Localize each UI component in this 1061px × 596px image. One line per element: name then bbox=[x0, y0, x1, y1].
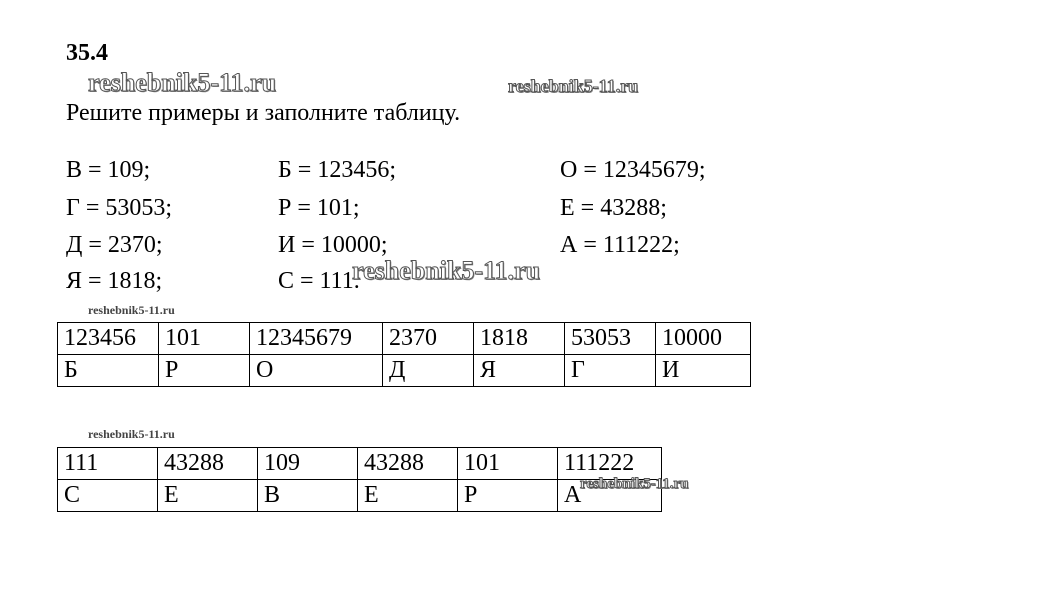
table-cell: А bbox=[558, 480, 662, 512]
instruction-text: Решите примеры и заполните таблицу. bbox=[66, 100, 461, 126]
answer-table-1 bbox=[57, 322, 751, 387]
table-cell: 111222 bbox=[558, 448, 662, 480]
equation: О = 12345679; bbox=[560, 157, 706, 183]
table-cell: С bbox=[58, 480, 158, 512]
equation: А = 111222; bbox=[560, 232, 680, 258]
table-cell: 43288 bbox=[358, 448, 458, 480]
equation: С = 111. bbox=[278, 268, 360, 294]
watermark: reshebnik5-11.ru bbox=[88, 68, 277, 97]
table-cell: И bbox=[656, 355, 751, 387]
table-cell: Д bbox=[383, 355, 474, 387]
table-cell: 123456 bbox=[58, 323, 159, 355]
table-cell: Б bbox=[58, 355, 159, 387]
table-row-letters bbox=[58, 355, 751, 387]
answer-table-2 bbox=[57, 447, 662, 512]
table-cell: В bbox=[258, 480, 358, 512]
problem-number: 35.4 bbox=[66, 40, 108, 66]
table-cell: 109 bbox=[258, 448, 358, 480]
table-cell: 53053 bbox=[565, 323, 656, 355]
table-cell: 101 bbox=[159, 323, 250, 355]
watermark: reshebnik5-11.ru bbox=[88, 303, 175, 317]
equation: Г = 53053; bbox=[66, 195, 173, 221]
table-cell: Е bbox=[358, 480, 458, 512]
table-cell: 2370 bbox=[383, 323, 474, 355]
watermark: reshebnik5-11.ru bbox=[508, 76, 639, 96]
equation: Р = 101; bbox=[278, 195, 360, 221]
table-cell: 1818 bbox=[474, 323, 565, 355]
equation: В = 109; bbox=[66, 157, 151, 183]
equation: Я = 1818; bbox=[66, 268, 163, 294]
table-cell: Я bbox=[474, 355, 565, 387]
table-cell: 111 bbox=[58, 448, 158, 480]
equation: Б = 123456; bbox=[278, 157, 396, 183]
watermark: reshebnik5-11.ru bbox=[88, 427, 175, 441]
table-cell: 10000 bbox=[656, 323, 751, 355]
table-cell: Г bbox=[565, 355, 656, 387]
table-cell: 101 bbox=[458, 448, 558, 480]
table-cell: Р bbox=[159, 355, 250, 387]
table-cell: О bbox=[250, 355, 383, 387]
watermark: reshebnik5-11.ru bbox=[352, 256, 541, 285]
table-row-numbers bbox=[58, 448, 662, 480]
table-row-numbers bbox=[58, 323, 751, 355]
table-cell: Е bbox=[158, 480, 258, 512]
equation: Д = 2370; bbox=[66, 232, 163, 258]
equation: И = 10000; bbox=[278, 232, 388, 258]
table-cell: 12345679 bbox=[250, 323, 383, 355]
table-cell: Р bbox=[458, 480, 558, 512]
table-cell: 43288 bbox=[158, 448, 258, 480]
equation: Е = 43288; bbox=[560, 195, 667, 221]
table-row-letters bbox=[58, 480, 662, 512]
watermark: reshebnik5-11.ru bbox=[580, 476, 689, 492]
